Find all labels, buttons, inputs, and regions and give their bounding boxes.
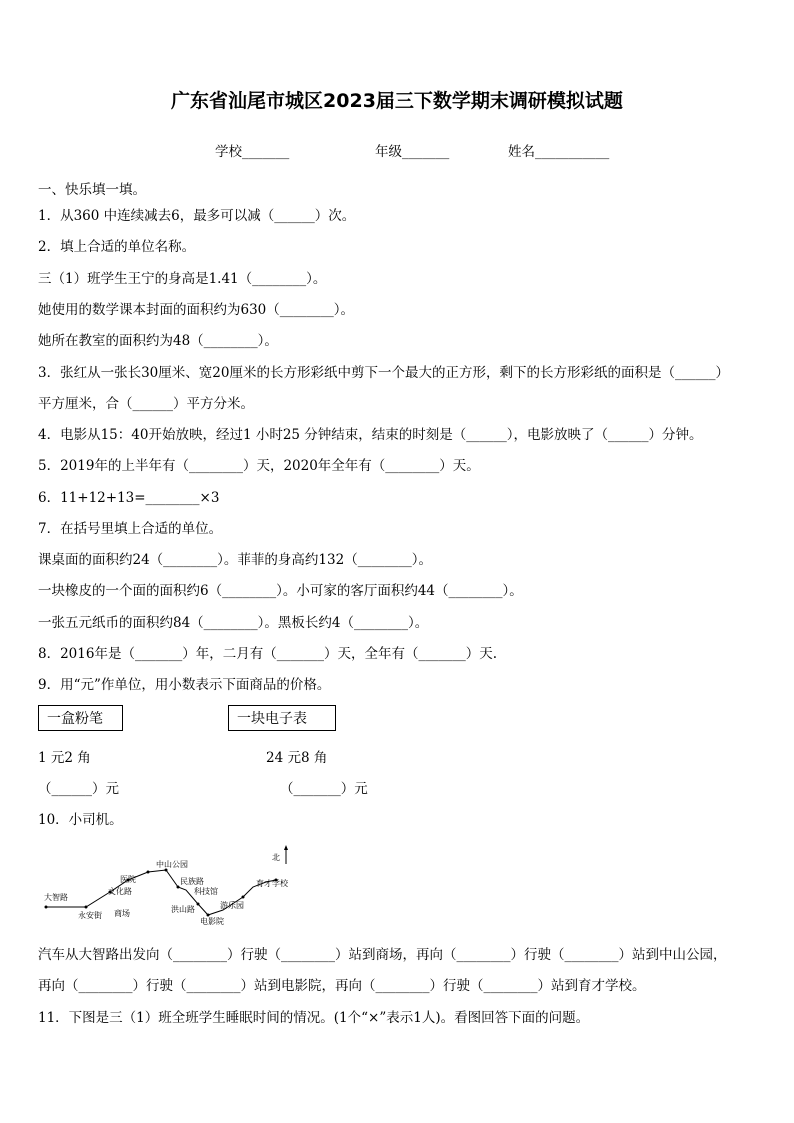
map-label-yiyuan: 医院 <box>120 875 136 884</box>
item-box-chalk: 一盒粉笔 <box>38 705 123 731</box>
map-label-keji: 科技馆 <box>194 887 218 896</box>
question-4: 4．电影从15：40开始放映，经过1 小时25 分钟结束，结束的时刻是（______），电影放映了（______）分钟。 <box>38 427 703 443</box>
question-7: 7．在括号里填上合适的单位。 <box>38 521 223 537</box>
answer-watch: （_______）元 <box>280 781 368 797</box>
map-label-zhongshan: 中山公园 <box>156 860 188 869</box>
question-2-c: 她所在教室的面积约为48（________）。 <box>38 333 278 349</box>
map-label-youle: 游乐园 <box>220 901 244 910</box>
question-10-line-2: 再向（________）行驶（________）站到电影院，再向（________）行驶（________）站到育才学校。 <box>38 978 646 994</box>
stop-keji <box>197 903 200 906</box>
price-watch: 24 元8 角 <box>266 750 328 766</box>
map-label-dianying: 电影院 <box>200 917 224 926</box>
school-field: 学校_______ <box>215 144 290 160</box>
map-label-shangchang: 商场 <box>114 909 130 918</box>
route-map <box>38 842 308 927</box>
stop-yiyuan <box>147 871 150 874</box>
question-3: 3．张红从一张长30厘米、宽20厘米的长方形彩纸中剪下一个最大的正方形，剩下的长方形彩纸的面积是（______） <box>38 365 729 381</box>
map-label-minzu: 民族路 <box>180 877 204 886</box>
question-7-c: 一张五元纸币的面积约84（________）。黑板长约4（________）。 <box>38 615 429 631</box>
question-2-b: 她使用的数学课本封面的面积约为630（________）。 <box>38 302 355 318</box>
question-3-cont: 平方厘米，合（______）平方分米。 <box>38 396 254 412</box>
map-label-north: 北 <box>272 853 280 862</box>
north-arrow-head-icon <box>284 845 288 850</box>
question-2-a: 三（1）班学生王宁的身高是1.41（________）。 <box>38 271 327 287</box>
map-label-dazhi: 大智路 <box>44 893 68 902</box>
question-10-line-1: 汽车从大智路出发向（________）行驶（________）站到商场，再向（________）行驶（________）站到中山公园， <box>38 947 727 963</box>
question-5: 5．2019年的上半年有（________）天，2020年全年有（________）天。 <box>38 458 480 474</box>
stop-dazhi <box>45 906 48 909</box>
answer-chalk: （______）元 <box>38 781 119 797</box>
grade-field: 年级_______ <box>375 144 450 160</box>
name-field: 姓名___________ <box>508 144 610 160</box>
question-9: 9．用“元”作单位，用小数表示下面商品的价格。 <box>38 677 331 693</box>
question-6: 6．11+12+13=________×3 <box>38 490 220 506</box>
stop-yongan <box>85 906 88 909</box>
map-label-hongshan: 洪山路 <box>171 905 195 914</box>
price-chalk: 1 元2 角 <box>38 750 91 766</box>
item-box-watch: 一块电子表 <box>228 705 336 731</box>
map-label-wenhua: 文化路 <box>108 887 132 896</box>
question-8: 8．2016年是（_______）年，二月有（_______）天，全年有（_______）天. <box>38 646 497 662</box>
question-2: 2．填上合适的单位名称。 <box>38 239 196 255</box>
question-1: 1．从360 中连续减去6，最多可以减（______）次。 <box>38 208 356 224</box>
question-10: 10．小司机。 <box>38 812 123 828</box>
question-7-a: 课桌面的面积约24（________）。菲菲的身高约132（________）。 <box>38 552 432 568</box>
map-label-yucai: 育才学校 <box>256 879 288 888</box>
page-title: 广东省汕尾市城区2023届三下数学期末调研模拟试题 <box>171 90 623 112</box>
stop-youle <box>242 896 245 899</box>
question-11: 11．下图是三（1）班全班学生睡眠时间的情况。(1个“×”表示1人)。看图回答下面的问题。 <box>38 1010 590 1026</box>
map-label-yongan: 永安街 <box>78 911 102 920</box>
section-heading: 一、快乐填一填。 <box>38 182 146 198</box>
question-7-b: 一块橡皮的一个面的面积约6（________）。小可家的客厅面积约44（________）。 <box>38 583 523 599</box>
